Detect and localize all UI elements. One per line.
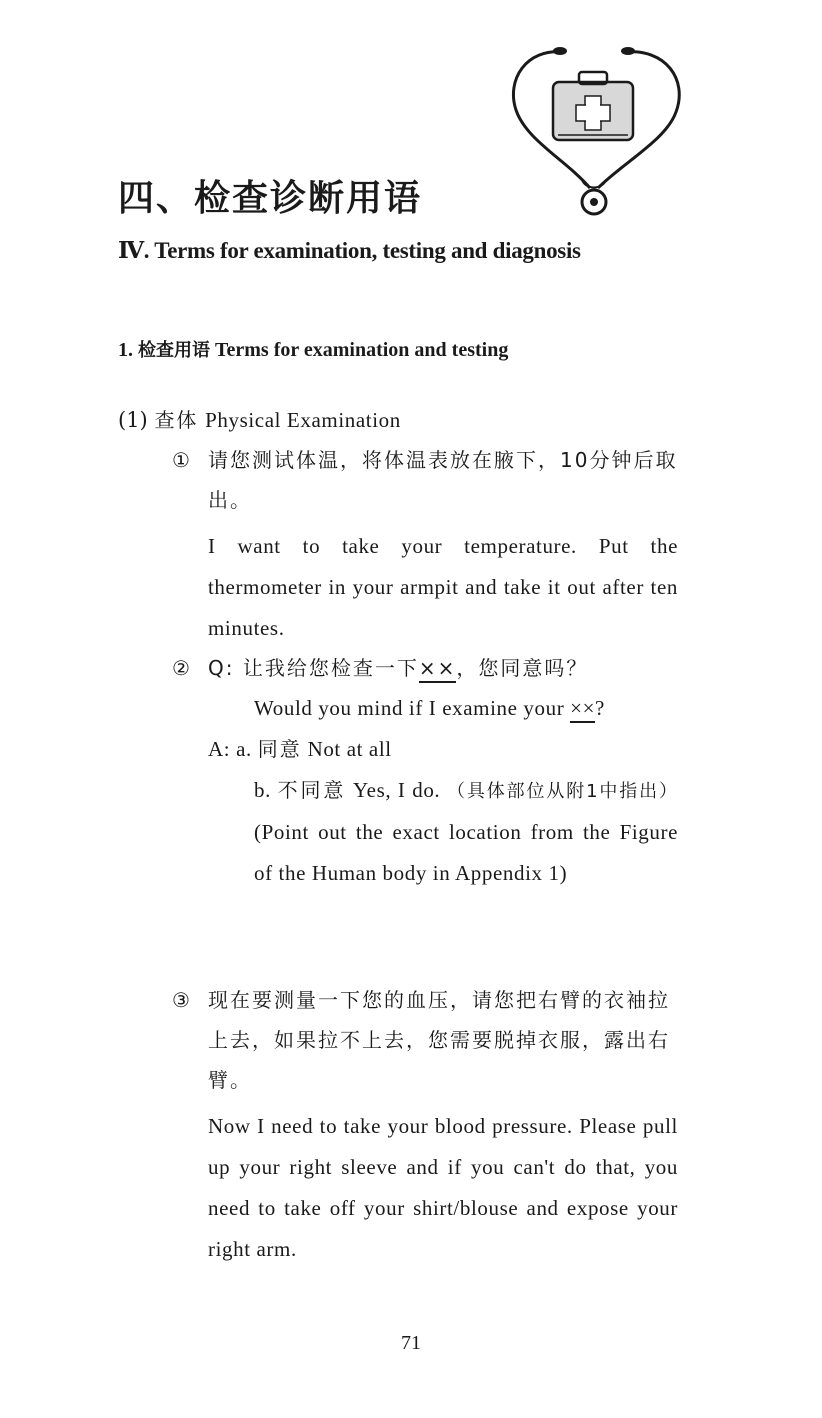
answer-b-note-cn: （具体部位从附1中指出）: [447, 781, 678, 802]
item-2-question-cn: [208, 648, 682, 688]
answer-b-label: b.: [254, 778, 271, 802]
question-en-after: ?: [595, 696, 605, 720]
item-marker: ②: [172, 656, 192, 680]
question-cn-after: ，您同意吗？: [456, 656, 589, 680]
item-3-cn: 现在要测量一下您的血压，请您把右臂的衣袖拉上去，如果拉不上去，您需要脱掉衣服，露出右臂。: [208, 988, 670, 1092]
answer-a-en: Not at all: [307, 737, 392, 761]
item-3-en: Now I need to take your blood pressure. Please pull up your right sleeve and if you can't do that, you need to take off your shirt/blouse and expose your right arm.: [208, 1114, 678, 1261]
item-2: [172, 648, 682, 894]
answer-a-label: a.: [236, 737, 252, 761]
chapter-title-en: Ⅳ. Terms for examination, testing and diagnosis: [118, 238, 581, 263]
answer-b-cn: 不同意: [277, 778, 347, 802]
stethoscope-medical-kit-icon: [506, 40, 686, 218]
chapter-title-cn: 四、检查诊断用语: [118, 178, 423, 219]
section-title-en: Terms for examination and testing: [215, 339, 509, 361]
answer-b: [254, 770, 678, 894]
item-3: [172, 980, 682, 1270]
answer-b-note-en: (Point out the exact location from the Figure of the Human body in Appendix 1): [254, 820, 678, 885]
subsection-title-en: Physical Examination: [205, 408, 401, 432]
item-marker: ①: [172, 448, 192, 472]
placeholder-blank: ××: [419, 656, 457, 683]
section-heading: [118, 336, 508, 362]
answer-a-cn: 同意: [257, 737, 302, 761]
page-number: 71: [401, 1332, 421, 1354]
subsection-heading: [118, 400, 401, 441]
section-number: 1.: [118, 339, 133, 361]
subsection-label: (1): [118, 408, 148, 432]
placeholder-blank: ××: [570, 696, 595, 723]
item-1: [172, 440, 682, 649]
answer-label: A:: [208, 737, 231, 761]
subsection-title-cn: 查体: [154, 408, 199, 432]
answer-a: [208, 729, 682, 770]
question-cn-before: 让我给您检查一下: [242, 656, 419, 680]
question-en-before: Would you mind if I examine your: [254, 696, 565, 720]
item-1-cn: 请您测试体温，将体温表放在腋下，10分钟后取出。: [208, 448, 678, 512]
answer-b-en: Yes, I do.: [353, 778, 441, 802]
section-title-cn: 检查用语: [138, 340, 210, 361]
question-label: Q:: [208, 656, 235, 680]
item-1-en: I want to take your temperature. Put the thermometer in your armpit and take it out after ten minutes.: [208, 534, 678, 640]
item-marker: ③: [172, 988, 192, 1012]
item-2-question-en: [254, 688, 678, 729]
